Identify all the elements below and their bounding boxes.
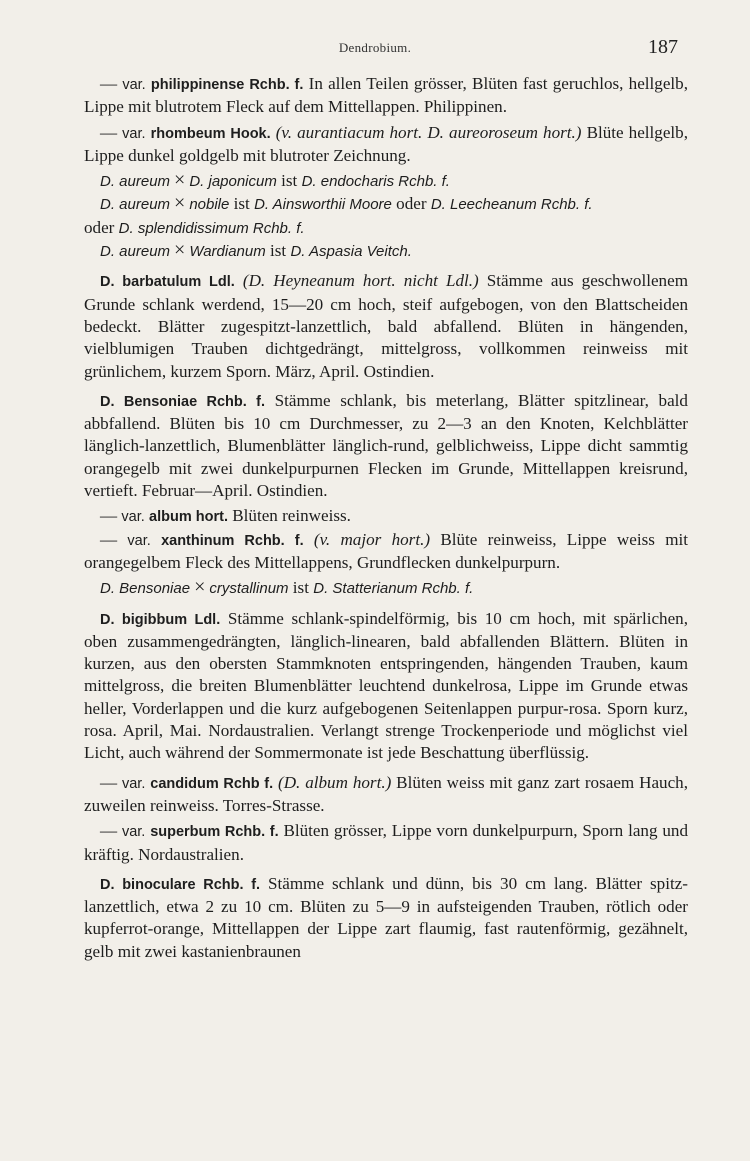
entry-var-candidum: — var. candidum Rchb f. (D. album hort.) Blüten weiss mit ganz zart rosaem Hauch, zuweilen reinweiss. Torres-Strasse. bbox=[84, 772, 688, 815]
hybrid-aureum-wardianum: D. aureum × Wardianum ist D. Aspasia Veitch. bbox=[100, 239, 412, 262]
description: In allen Teilen grösser, Blüten fast geruchlos, hellgelb, Lippe mit blutrotem Fleck auf dem Mittellappen. Philippinen. bbox=[84, 74, 688, 117]
hybrid-bensoniae-crystallinum: D. Bensoniae × crystallinum ist D. Statterianum Rchb. f. bbox=[100, 576, 474, 599]
description: Blüten weiss mit ganz zart rosaem Hauch, zuweilen reinweiss. Torres-Strasse. bbox=[84, 772, 688, 815]
entry-bensoniae bbox=[84, 390, 688, 502]
description: Stämme schlank und dünn, bis 30 cm lang. Blätter spitz-lanzettlich, etwa 2 zu 10 cm. Blüten zu 5—9 in aufsteigenden Trauben, rötlich oder kupferrot-orange, Mittellappen der Lippe zart flaumig, fast rautenförmig, gezähnelt, gelb mit zwei kastanienbraunen bbox=[84, 873, 688, 961]
cross-symbol: × bbox=[194, 576, 206, 599]
taxon-name: superbum Rchb. f. bbox=[150, 824, 279, 841]
description: Blüten grösser, Lippe vorn dunkelpurpurn, Sporn lang und kräftig. Nordaustralien. bbox=[84, 821, 688, 864]
synonym: (v. aurantiacum hort. D. aureoroseum hort.) bbox=[270, 122, 582, 142]
taxon-name: D. binoculare Rchb. f. bbox=[100, 876, 261, 893]
taxon-name: D. Bensoniae Rchb. f. bbox=[100, 393, 266, 410]
entry-binoculare bbox=[84, 873, 688, 963]
synonym: (v. major hort.) bbox=[303, 529, 431, 549]
entry-var-philippinense: — var. philippinense Rchb. f. In allen Teilen grösser, Blüten fast geruchlos, hellgelb, Lippe mit blutrotem Fleck auf dem Mittellappen. Philippinen. bbox=[84, 74, 688, 117]
cross-symbol: × bbox=[174, 169, 186, 192]
hybrid-aureum-nobile: D. aureum × nobile ist D. Ainsworthii Moore oder D. Leecheanum Rchb. f. oder D. splendidissimum Rchb. f. bbox=[84, 192, 593, 237]
description: Stämme schlank-spindelförmig, bis 10 cm hoch, mit spärlichen, oben zusammengedrängten, länglich-linearen, bald abfallenden Blättern. Blüten in kurzen, aus den obersten Stammknoten entspringenden, hängenden Trauben, kaum mittelgross, die breiten Blumenblätter leuchtend dunkelrosa, Lippe im Grunde etwas heller, Vorderlappen und die kurz aufgebogenen Seitenlappen purpur-rosa. Sporn kurz, rosa. April, Mai. Nordaustralien. Verlangt strenge Trockenperiode und möglichst viel Licht, auch während der Sommermonate ist jede Beschattung überflüssig. bbox=[84, 608, 688, 763]
taxon-name: D. bigibbum Ldl. bbox=[100, 611, 221, 628]
description: Stämme schlank, bis meterlang, Blätter spitzlinear, bald abbfallend. Blüten bis 10 cm Durchmesser, zu 2—3 an den Knoten, Kelchblätter länglich-lanzettlich, Blumenblätter länglich-rund, gelblichweiss, Lippe dicht sammtig orangegelb mit zwei dunkelpurpurnen Flecken im Grunde, Mittellappen kreisrund, vertieft. Februar—April. Ostindien. bbox=[84, 390, 688, 501]
description: Blüte reinweiss, Lippe weiss mit orangegelbem Fleck des Mittellappens, Grundflecken dunkelpurpurn. bbox=[84, 529, 689, 572]
entry-bigibbum bbox=[84, 608, 688, 765]
taxon-name: candidum Rchb f. bbox=[150, 775, 274, 792]
taxon-name: album hort. bbox=[149, 509, 228, 526]
entry-var-xanthinum: — var. xanthinum Rchb. f. (v. major hort.) Blüte reinweiss, Lippe weiss mit orangegelbem Fleck des Mittellappens, Grundflecken dunkelpurpurn. bbox=[84, 529, 689, 572]
running-head: Dendrobium. bbox=[338, 40, 412, 55]
taxon-name: philippinense Rchb. f. bbox=[150, 77, 304, 93]
description: Blüte hellgelb, Lippe dunkel goldgelb mit blutroter Zeichnung. bbox=[84, 122, 689, 165]
taxon-name: rhombeum Hook. bbox=[150, 125, 271, 142]
taxon-name: D. barbatulum Ldl. bbox=[100, 274, 235, 291]
hybrid-aureum-japonicum: D. aureum × D. japonicum ist D. endocharis Rchb. f. bbox=[100, 169, 450, 192]
synonym: (D. Heyneanum hort. nicht Ldl.) bbox=[234, 271, 479, 291]
cross-symbol: × bbox=[174, 239, 186, 262]
synonym: (D. album hort.) bbox=[273, 772, 392, 792]
entry-var-rhombeum: — var. rhombeum Hook. (v. aurantiacum hort. D. aureoroseum hort.) Blüte hellgelb, Lippe dunkel goldgelb mit blutroter Zeichnung. bbox=[84, 122, 689, 165]
entry-var-superbum: — var. superbum Rchb. f. Blüten grösser, Lippe vorn dunkelpurpurn, Sporn lang und kräftig. Nordaustralien. bbox=[84, 821, 688, 864]
body-text bbox=[84, 73, 688, 963]
taxon-name: xanthinum Rchb. f. bbox=[161, 532, 304, 549]
description: Stämme aus geschwollenem Grunde schlank werdend, 15—20 cm hoch, steif aufgebogen, von den Blattscheiden bedeckt. Blätter zugespitzt-lanzettlich, bald abfallend. Blüten in hängenden, vielblumigen Trauben dichtgedrängt, mittelgross, vollkommen reinweiss mit grünlichem, kurzem Sporn. März, April. Ostindien. bbox=[84, 271, 688, 381]
entry-barbatulum bbox=[84, 270, 688, 382]
cross-symbol: × bbox=[174, 192, 186, 215]
entry-var-album: — var. album hort. Blüten reinweiss. bbox=[100, 506, 351, 526]
description: Blüten reinweiss. bbox=[227, 506, 351, 526]
page-number: 187 bbox=[648, 36, 678, 58]
